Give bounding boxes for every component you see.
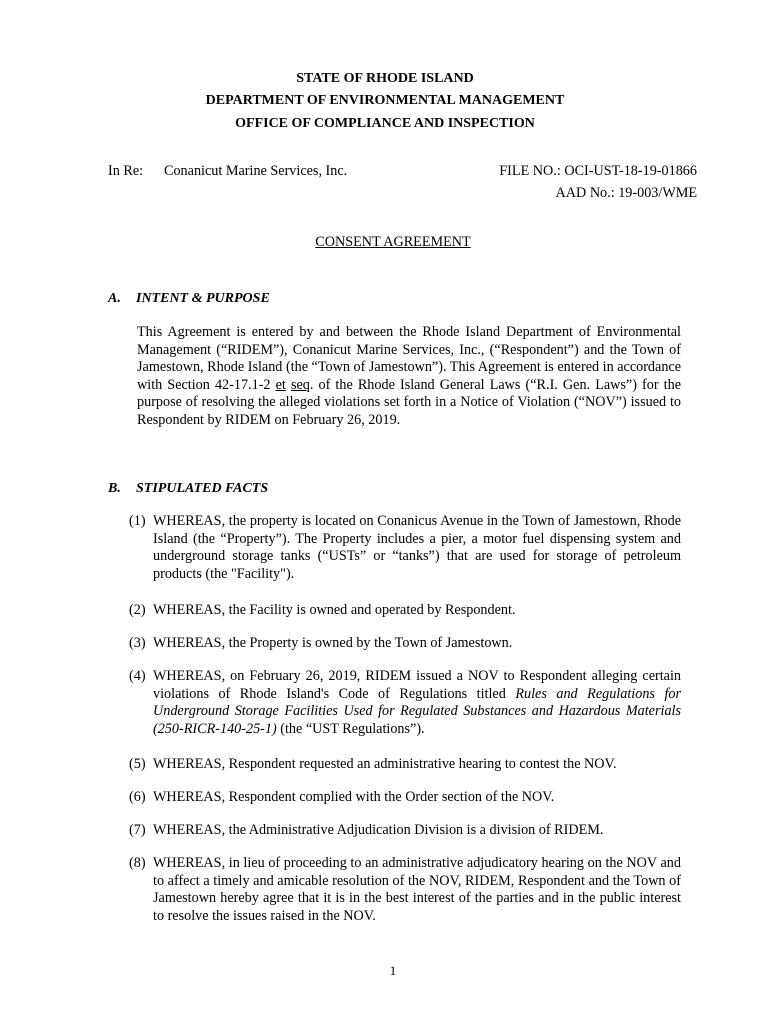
regulation-title: Rules and Regulations for Underground Storage Facilities Used for Regulated Substances and Hazardous Materials (250-RICR-140-25-1) bbox=[153, 685, 682, 737]
section-a-text-2: . of the Rhode Island General Laws (“R.I. Gen. Laws”) for the purpose of resolving the alleged violations set forth in a Notice of Violation (“NOV”) issued to Respondent by RIDEM on February 26, 2019. bbox=[137, 376, 682, 428]
section-a-title: INTENT & PURPOSE bbox=[136, 291, 270, 306]
section-b-letter: B. bbox=[108, 481, 121, 496]
item-text: WHEREAS, Respondent requested an administrative hearing to contest the NOV. bbox=[153, 756, 617, 772]
item-number: (7) bbox=[129, 822, 146, 838]
et-text: et bbox=[275, 376, 286, 393]
in-re-label: In Re: bbox=[108, 163, 144, 179]
aad-number: AAD No.: 19-003/WME bbox=[555, 185, 697, 201]
section-a-letter: A. bbox=[108, 291, 121, 306]
item-text-part: WHEREAS, on February 26, 2019, RIDEM issued a NOV to Respondent alleging certain violations of Rhode Island's Code of Regulations titled bbox=[153, 668, 681, 702]
file-number: FILE NO.: OCI-UST-18-19-01866 bbox=[499, 163, 697, 179]
header-office: OFFICE OF COMPLIANCE AND INSPECTION bbox=[235, 116, 535, 131]
item-number: (8) bbox=[129, 855, 146, 871]
document-title: CONSENT AGREEMENT bbox=[315, 234, 471, 250]
list-item bbox=[129, 668, 681, 738]
section-a-heading bbox=[108, 290, 270, 308]
item-number: (6) bbox=[129, 789, 146, 805]
item-text: WHEREAS, Respondent complied with the Order section of the NOV. bbox=[153, 789, 555, 805]
item-text: WHEREAS, in lieu of proceeding to an administrative adjudicatory hearing on the NOV and to affect a timely and amicable resolution of the NOV, RIDEM, Respondent and the Town of Jamestown hereby agree that it is in the best interest of the parties and in the public interest to resolve the issues raised in the NOV. bbox=[153, 855, 681, 924]
page-number: 1 bbox=[389, 963, 397, 978]
list-item bbox=[129, 756, 681, 774]
item-text: WHEREAS, the Administrative Adjudication Division is a division of RIDEM. bbox=[153, 822, 604, 838]
list-item bbox=[129, 602, 681, 620]
section-b-heading bbox=[108, 480, 268, 498]
header-department: DEPARTMENT OF ENVIRONMENTAL MANAGEMENT bbox=[205, 93, 565, 108]
section-b-title: STIPULATED FACTS bbox=[136, 481, 269, 496]
list-item bbox=[129, 855, 681, 925]
party-name: Conanicut Marine Services, Inc. bbox=[164, 163, 348, 179]
item-number: (2) bbox=[129, 602, 146, 618]
list-item bbox=[129, 822, 681, 840]
item-text: WHEREAS, the Facility is owned and operated by Respondent. bbox=[153, 602, 516, 618]
item-text: WHEREAS, the Property is owned by the Town of Jamestown. bbox=[153, 635, 513, 651]
item-number: (1) bbox=[129, 513, 146, 529]
list-item bbox=[129, 789, 681, 807]
header-state: STATE OF RHODE ISLAND bbox=[296, 71, 474, 86]
item-text: WHEREAS, the property is located on Conanicus Avenue in the Town of Jamestown, Rhode Island (the “Property”). The Property includes a pier, a motor fuel dispensing system and underground storage tanks (“USTs” or “tanks”) that are used for storage of petroleum products (the "Facility"). bbox=[153, 513, 681, 582]
seq-text: seq bbox=[290, 376, 310, 393]
item-text bbox=[153, 668, 681, 738]
list-item bbox=[129, 635, 681, 653]
list-item bbox=[129, 513, 681, 583]
section-a-text-1: This Agreement is entered by and between the Rhode Island Department of Environmental Management (“RIDEM”), Conanicut Marine Services, Inc., (“Respondent”) and the Town of Jamestown, Rhode Island (the “Town of Jamestown”). This Agreement is entered in accordance with Section 42-17.1-2 bbox=[137, 324, 682, 393]
section-a-paragraph bbox=[137, 324, 681, 430]
item-number: (3) bbox=[129, 635, 146, 651]
item-number: (4) bbox=[129, 668, 146, 684]
item-number: (5) bbox=[129, 756, 146, 772]
item-text-part: (the “UST Regulations”). bbox=[276, 720, 425, 737]
